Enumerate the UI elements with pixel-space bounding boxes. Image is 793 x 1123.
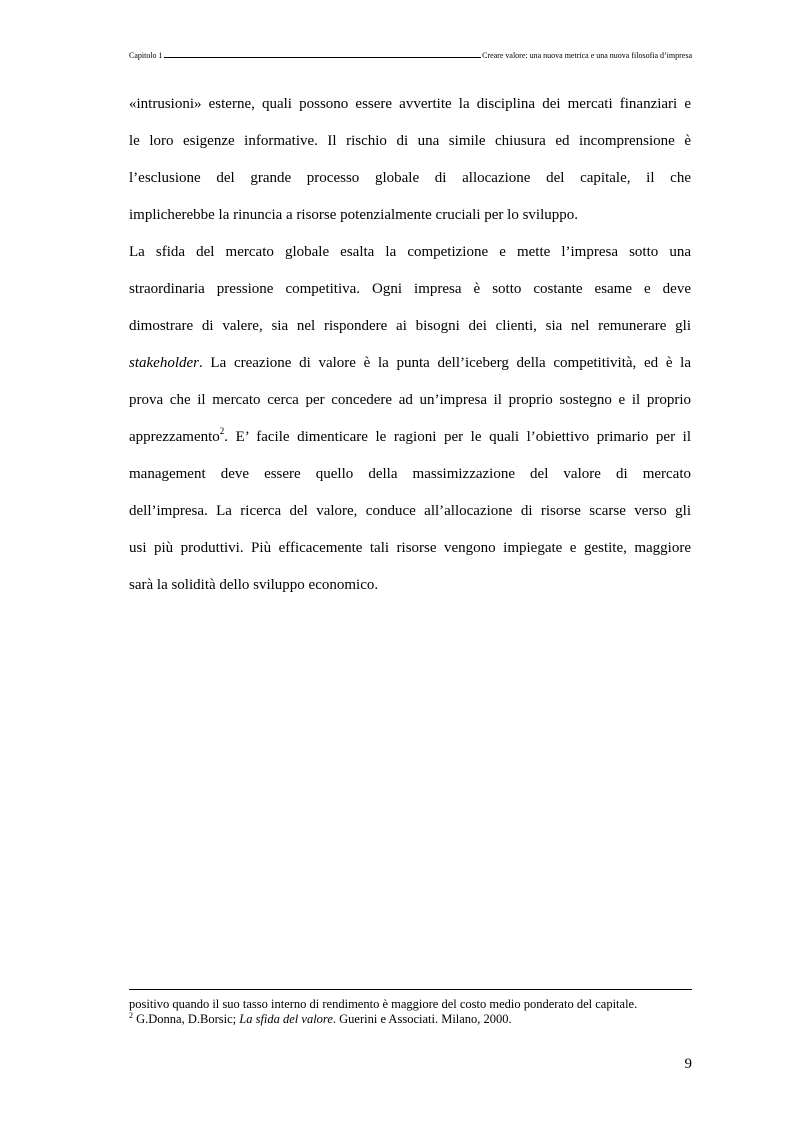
running-header: [129, 48, 692, 60]
footnote-number: 2: [129, 1011, 133, 1020]
text-line: dell’impresa. La ricerca del valore, conduce all’allocazione di risorse scarse verso gli: [129, 503, 691, 519]
text-line: straordinaria pressione competitiva. Ogni impresa è sotto costante esame e deve: [129, 281, 691, 297]
text-span: . E’ facile dimenticare le ragioni per le quali l’obiettivo primario per il: [224, 429, 691, 445]
text-span: apprezzamento: [129, 429, 220, 445]
header-chapter: Capitolo 1: [129, 51, 163, 60]
page-number: 9: [684, 1056, 692, 1072]
text-line: usi più produttivi. Più efficacemente tali risorse vengono impiegate e gestite, maggiore: [129, 540, 691, 556]
text-line: [129, 353, 691, 390]
footnotes: [129, 997, 699, 1027]
header-title: Creare valore: una nuova metrica e una nuova filosofia d’impresa: [482, 51, 692, 60]
footnote-separator: [129, 989, 692, 990]
text-span: . Guerini e Associati. Milano, 2000.: [332, 1012, 512, 1026]
text-line: «intrusioni» esterne, quali possono essere avvertite la disciplina dei mercati finanziari e: [129, 96, 691, 112]
text-line: management deve essere quello della massimizzazione del valore di mercato: [129, 466, 691, 482]
text-line: [129, 427, 691, 464]
text-line: dimostrare di valere, sia nel rispondere ai bisogni dei clienti, sia nel remunerare gli: [129, 318, 691, 334]
footnote-title: La sfida del valore: [239, 1012, 333, 1026]
text-line: La sfida del mercato globale esalta la competizione e mette l’impresa sotto una: [129, 244, 691, 260]
text-line: implicherebbe la rinuncia a risorse potenzialmente cruciali per lo sviluppo.: [129, 207, 579, 223]
footnote-ref: 2: [219, 426, 225, 436]
footnote-2: [129, 1012, 699, 1027]
body-text: [129, 94, 691, 612]
text-line: l’esclusione del grande processo globale di allocazione del capitale, il che: [129, 170, 691, 186]
text-line: le loro esigenze informative. Il rischio di una simile chiusura ed incomprensione è: [129, 133, 691, 149]
italic-term-stakeholder: stakeholder: [129, 355, 199, 371]
text-span: G.Donna, D.Borsic;: [133, 1012, 240, 1026]
footnote-continuation: positivo quando il suo tasso interno di rendimento è maggiore del costo medio ponderato del capitale.: [129, 997, 638, 1011]
text-line: sarà la solidità dello sviluppo economico.: [129, 577, 379, 593]
text-span: . La creazione di valore è la punta dell’iceberg della competitività, ed è la: [198, 355, 691, 371]
header-rule: [164, 56, 482, 58]
text-line: prova che il mercato cerca per concedere ad un’impresa il proprio sostegno e il proprio: [129, 392, 691, 408]
